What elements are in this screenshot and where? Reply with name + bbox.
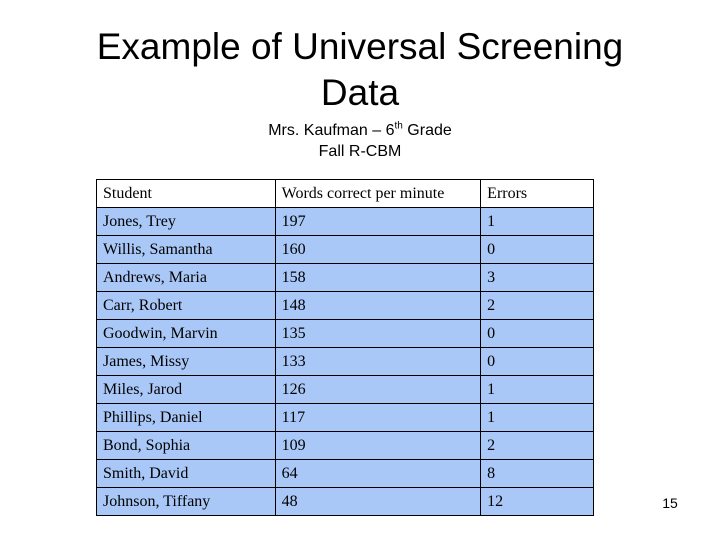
table-row — [97, 264, 594, 292]
cell-errors: 3 — [481, 264, 594, 292]
cell-errors: 1 — [481, 376, 594, 404]
cell-words-correct-per-minute: 148 — [275, 292, 481, 320]
table-row — [97, 404, 594, 432]
cell-student: Goodwin, Marvin — [97, 320, 276, 348]
cell-words-correct-per-minute: 64 — [275, 460, 481, 488]
table-row — [97, 348, 594, 376]
cell-student: Smith, David — [97, 460, 276, 488]
cell-student: Miles, Jarod — [97, 376, 276, 404]
cell-words-correct-per-minute: 48 — [275, 488, 481, 516]
cell-errors: 1 — [481, 208, 594, 236]
cell-errors: 0 — [481, 348, 594, 376]
screening-data-table — [96, 179, 594, 516]
header-words-correct-per-minute: Words correct per minute — [275, 180, 481, 208]
table-row — [97, 208, 594, 236]
cell-student: Bond, Sophia — [97, 432, 276, 460]
table-row — [97, 320, 594, 348]
cell-student: Johnson, Tiffany — [97, 488, 276, 516]
cell-errors: 8 — [481, 460, 594, 488]
slide-subtitle — [160, 120, 560, 162]
table-row — [97, 236, 594, 264]
cell-student: Andrews, Maria — [97, 264, 276, 292]
cell-student: Jones, Trey — [97, 208, 276, 236]
cell-words-correct-per-minute: 133 — [275, 348, 481, 376]
table-row — [97, 376, 594, 404]
slide-title — [40, 24, 680, 116]
subtitle-superscript: th — [394, 120, 403, 132]
cell-errors: 12 — [481, 488, 594, 516]
page-number: 15 — [662, 495, 678, 511]
cell-student: James, Missy — [97, 348, 276, 376]
cell-errors: 1 — [481, 404, 594, 432]
subtitle-teacher-grade — [268, 122, 452, 139]
cell-student: Carr, Robert — [97, 292, 276, 320]
cell-errors: 0 — [481, 320, 594, 348]
table-row — [97, 292, 594, 320]
table-row — [97, 460, 594, 488]
subtitle-suffix: Grade — [402, 122, 452, 139]
cell-words-correct-per-minute: 135 — [275, 320, 481, 348]
cell-words-correct-per-minute: 109 — [275, 432, 481, 460]
table-row — [97, 432, 594, 460]
cell-errors: 2 — [481, 292, 594, 320]
subtitle-prefix: Mrs. Kaufman – 6 — [268, 122, 395, 139]
subtitle-assessment: Fall R-CBM — [318, 143, 402, 160]
cell-errors: 0 — [481, 236, 594, 264]
cell-errors: 2 — [481, 432, 594, 460]
cell-words-correct-per-minute: 197 — [275, 208, 481, 236]
slide-title-line2: Data — [320, 72, 400, 113]
table-row — [97, 488, 594, 516]
table-body — [97, 180, 594, 516]
cell-words-correct-per-minute: 158 — [275, 264, 481, 292]
table-header-row — [97, 180, 594, 208]
slide-title-line1: Example of Universal Screening — [96, 26, 624, 67]
cell-words-correct-per-minute: 117 — [275, 404, 481, 432]
header-student: Student — [97, 180, 276, 208]
cell-student: Willis, Samantha — [97, 236, 276, 264]
cell-words-correct-per-minute: 160 — [275, 236, 481, 264]
header-errors: Errors — [481, 180, 594, 208]
cell-words-correct-per-minute: 126 — [275, 376, 481, 404]
cell-student: Phillips, Daniel — [97, 404, 276, 432]
